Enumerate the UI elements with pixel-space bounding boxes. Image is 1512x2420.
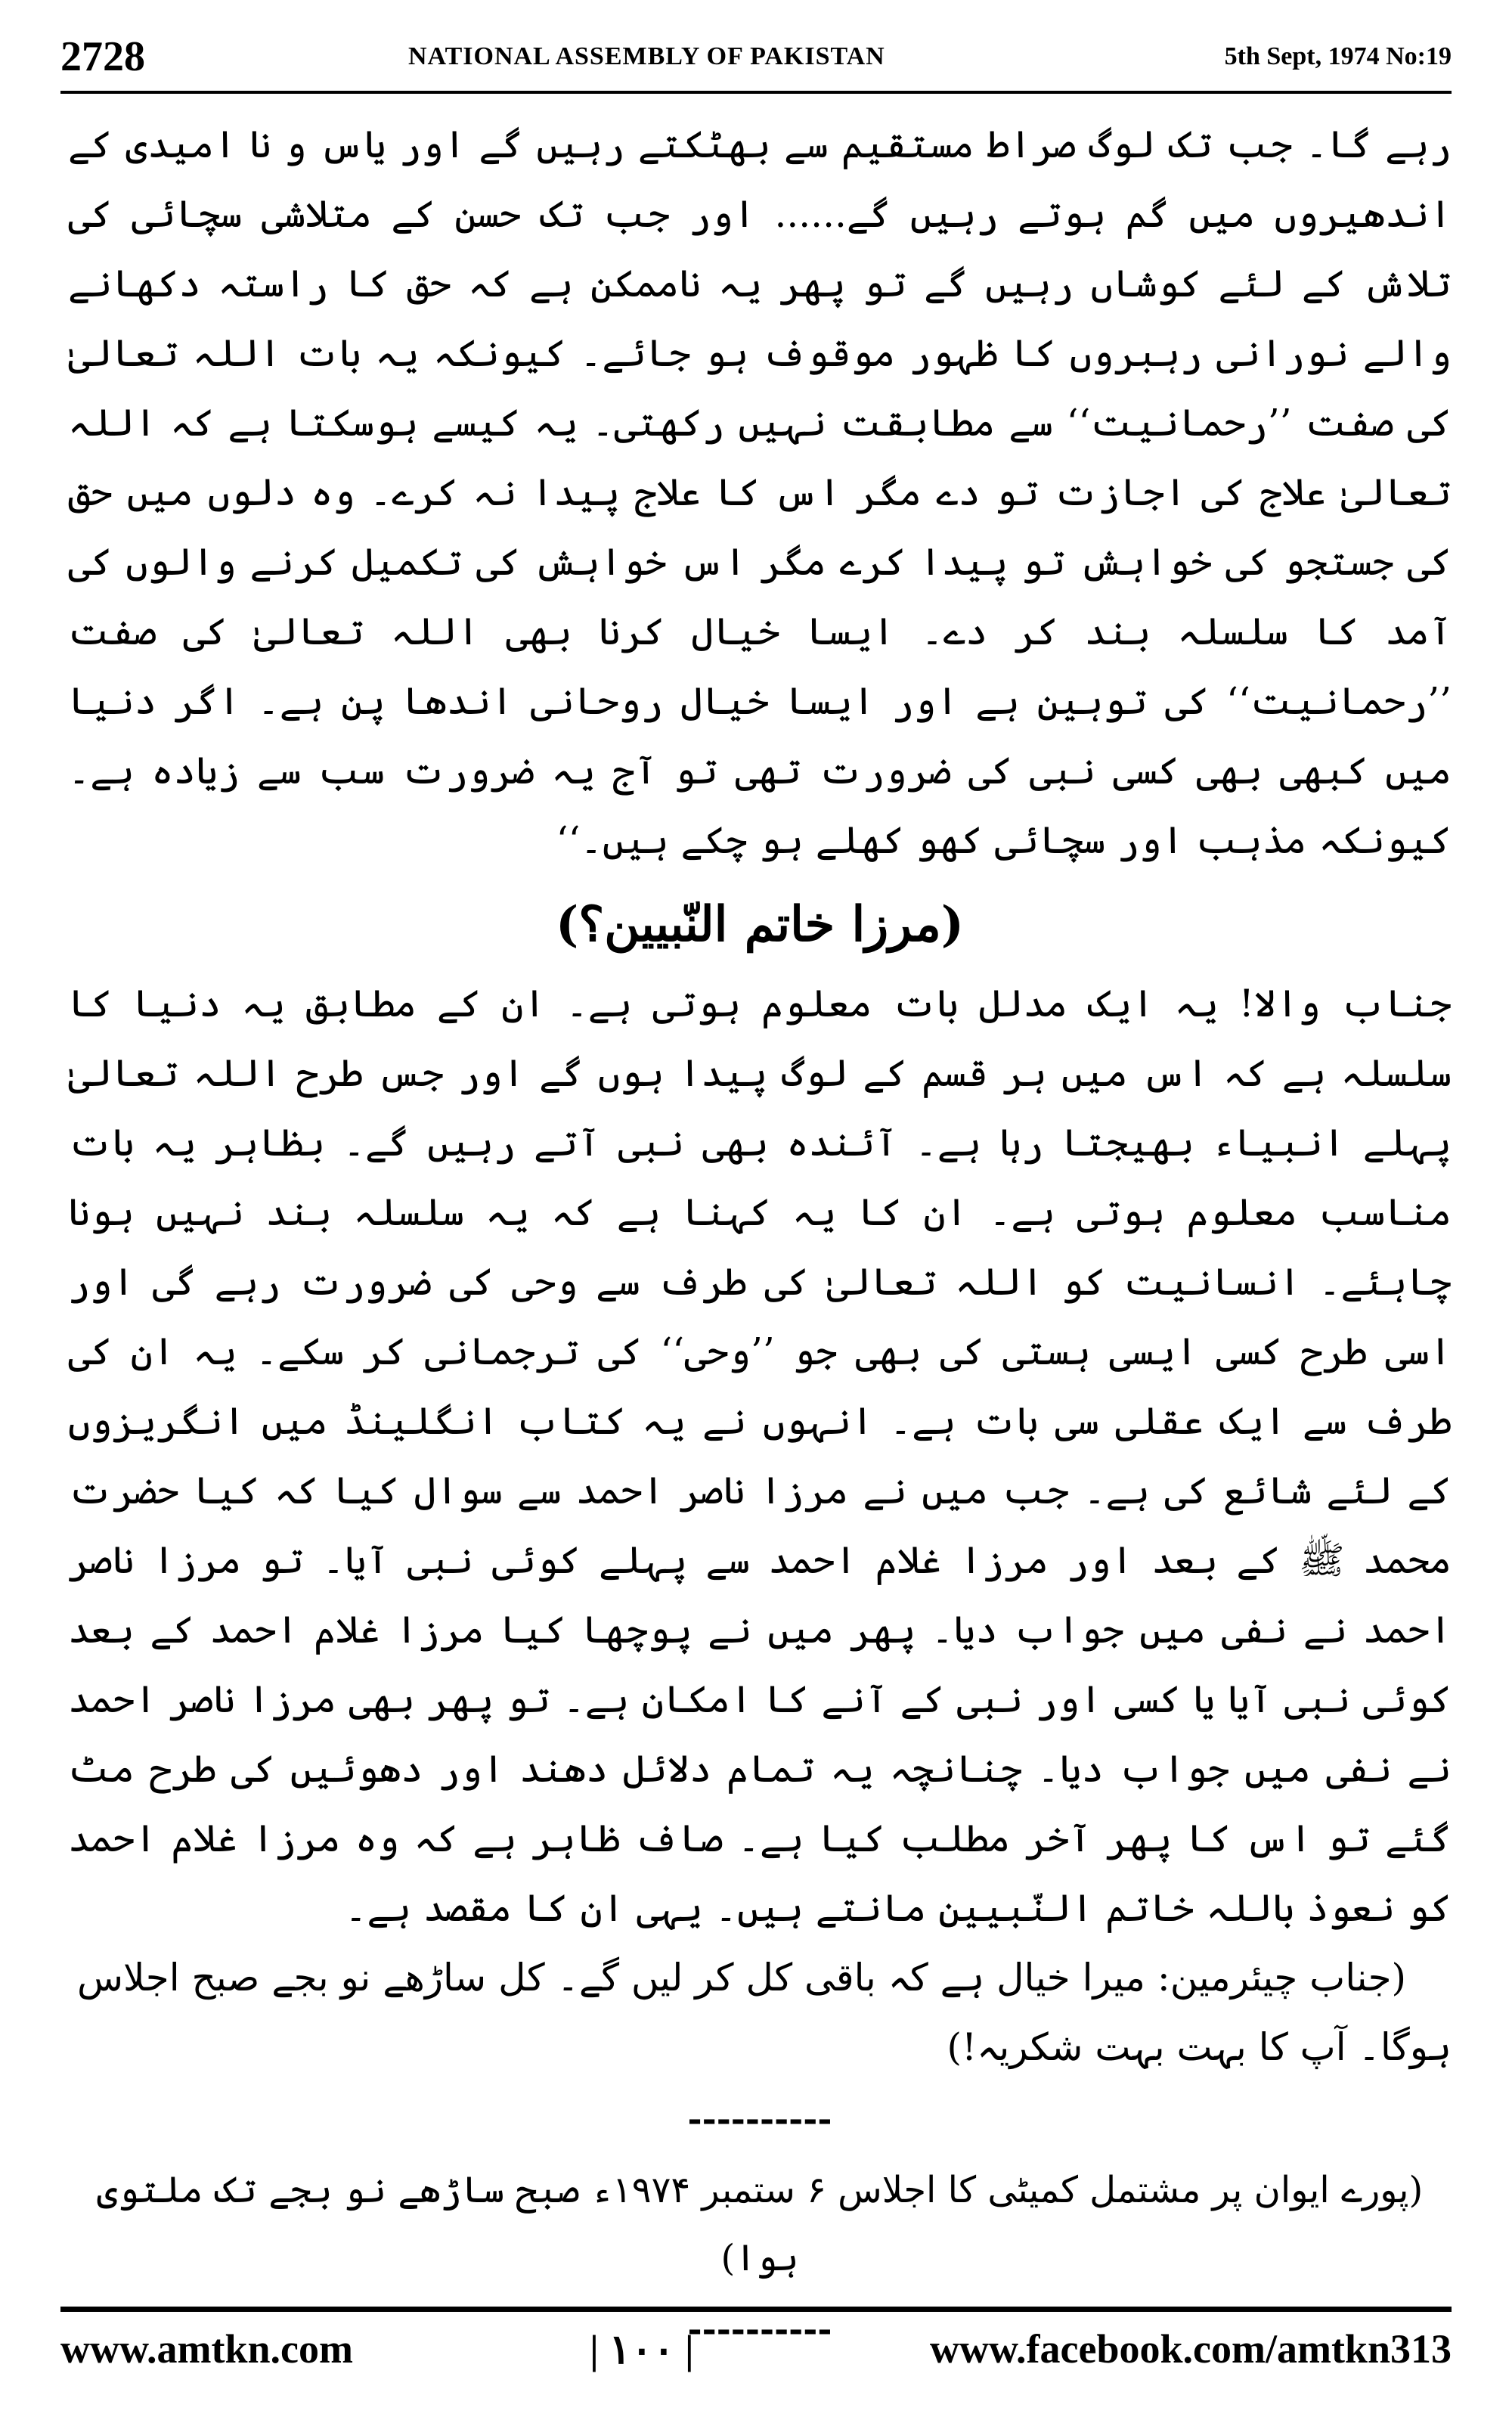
footer-page-marker: | ۱۰۰ | <box>590 2327 694 2372</box>
section-heading: (مرزا خاتم النّبیین؟) <box>555 896 965 953</box>
divider-top: ---------- <box>687 2099 832 2139</box>
header-date-issue: 5th Sept, 1974 No:19 <box>1224 42 1452 70</box>
closing-note: (پورے ایوان پر مشتمل کمیٹی کا اجلاس ۶ ستمبر ۱۹۷۴ء صبح ساڑھے نو بجے تک ملتوی ہوا) <box>96 2169 1424 2279</box>
body-paragraph-1: رہے گا۔ جب تک لوگ صراط مستقیم سے بھٹکتے رہیں گے اور یاس و نا امیدی کے اندھیروں میں گم ہوتے رہیں گے...... اور جب تک حسن کے متلاشی سچائی کی تلاش کے لئے کوشاں رہیں گے تو پھر یہ ناممکن ہے کہ حق کا راستہ دکھانے والے نورانی رہبروں کا ظہور موقوف ہو جائے۔ کیونکہ یہ بات اللہ تعالیٰ کی صفت ’’رحمانیت‘‘ سے مطابقت نہیں رکھتی۔ یہ کیسے ہوسکتا ہے کہ اللہ تعالیٰ علاج کی اجازت تو دے مگر اس کا علاج پیدا نہ کرے۔ وہ دلوں میں حق کی جستجو کی خواہش تو پیدا کرے مگر اس خواہش کی تکمیل کرنے والوں کی آمد کا سلسلہ بند کر دے۔ ایسا خیال کرنا بھی اللہ تعالیٰ کی صفت ’’رحمانیت‘‘ کی توہین ہے اور ایسا خیال روحانی اندھا پن ہے۔ اگر دنیا میں کبھی بھی کسی نبی کی ضرورت تھی تو آج یہ ضرورت سب سے زیادہ ہے۔ کیونکہ مذہب اور سچائی کھو کھلے ہو چکے ہیں۔‘‘ <box>68 123 1452 862</box>
footer-facebook-link[interactable]: www.facebook.com/amtkn313 <box>930 2326 1452 2372</box>
page-header <box>60 30 1452 91</box>
body-paragraph-2: جناب والا! یہ ایک مدلل بات معلوم ہوتی ہے۔ ان کے مطابق یہ دنیا کا سلسلہ ہے کہ اس میں ہر قسم کے لوگ پیدا ہوں گے اور جس طرح اللہ تعالیٰ پہلے انبیاء بھیجتا رہا ہے۔ آئندہ بھی نبی آتے رہیں گے۔ بظاہر یہ بات مناسب معلوم ہوتی ہے۔ ان کا یہ کہنا ہے کہ یہ سلسلہ بند نہیں ہونا چاہئے۔ انسانیت کو اللہ تعالیٰ کی طرف سے وحی کی ضرورت رہے گی اور اسی طرح کسی ایسی ہستی کی بھی جو ’’وحی‘‘ کی ترجمانی کر سکے۔ یہ ان کی طرف سے ایک عقلی سی بات ہے۔ انہوں نے یہ کتاب انگلینڈ میں انگریزوں کے لئے شائع کی ہے۔ جب میں نے مرزا ناصر احمد سے سوال کیا کہ کیا حضرت محمد ﷺ کے بعد اور مرزا غلام احمد سے پہلے کوئی نبی آیا۔ تو مرزا ناصر احمد نے نفی میں جواب دیا۔ پھر میں نے پوچھا کیا مرزا غلام احمد کے بعد کوئی نبی آیا یا کسی اور نبی کے آنے کا امکان ہے۔ تو پھر بھی مرزا ناصر احمد نے نفی میں جواب دیا۔ چنانچہ یہ تمام دلائل دھند اور دھوئیں کی طرح مٹ گئے تو اس کا پھر آخر مطلب کیا ہے۔ صاف ظاہر ہے کہ وہ مرزا غلام احمد کو نعوذ باللہ خاتم النّبیین مانتے ہیں۔ یہی ان کا مقصد ہے۔ <box>68 982 1452 1930</box>
chairman-speech: (جناب چیئرمین: میرا خیال ہے کہ باقی کل کر لیں گے۔ کل ساڑھے نو بجے صبح اجلاس ہوگا۔ آپ کا بہت بہت شکریہ!) <box>76 1956 1452 2069</box>
footer-website-link[interactable]: www.amtkn.com <box>60 2326 353 2372</box>
header-rule <box>60 91 1452 94</box>
page-number: 2728 <box>60 33 145 80</box>
footer-rule <box>60 2307 1452 2312</box>
page-footer <box>60 2325 1452 2378</box>
divider-bottom: ---------- <box>687 2309 832 2350</box>
header-title: NATIONAL ASSEMBLY OF PAKISTAN <box>408 42 885 70</box>
